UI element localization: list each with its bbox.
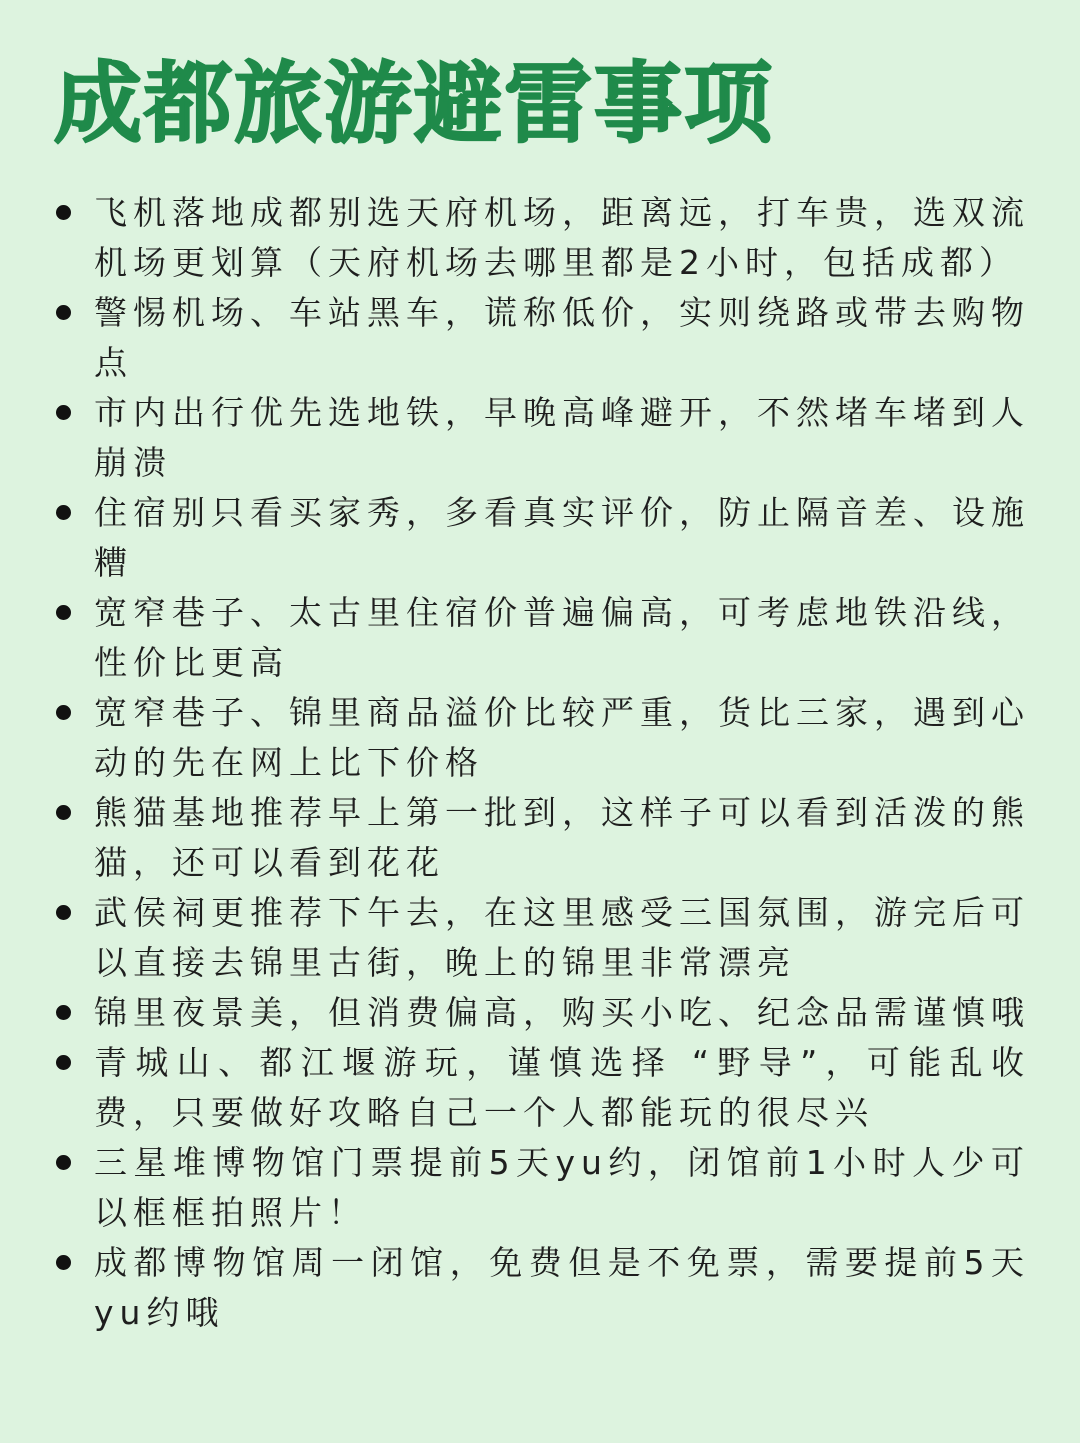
bullet-icon — [56, 205, 71, 220]
list-item — [54, 1138, 1030, 1238]
tip-text: 熊猫基地推荐早上第一批到，这样子可以看到活泼的熊猫，还可以看到花花 — [94, 793, 1030, 882]
bullet-icon — [56, 505, 71, 520]
tip-text: 住宿别只看买家秀，多看真实评价，防止隔音差、设施糟 — [94, 493, 1030, 582]
bullet-icon — [56, 1255, 71, 1270]
list-item — [54, 188, 1030, 288]
tip-text: 三星堆博物馆门票提前5天yu约，闭馆前1小时人少可以框框拍照片！ — [94, 1143, 1030, 1232]
tip-text: 武侯祠更推荐下午去，在这里感受三国氛围，游完后可以直接去锦里古街，晚上的锦里非常漂亮 — [94, 893, 1030, 982]
bullet-icon — [56, 1005, 71, 1020]
list-item — [54, 688, 1030, 788]
bullet-icon — [56, 805, 71, 820]
tip-text: 宽窄巷子、锦里商品溢价比较严重，货比三家，遇到心动的先在网上比下价格 — [94, 693, 1030, 782]
list-item — [54, 488, 1030, 588]
list-item — [54, 888, 1030, 988]
tips-list — [54, 188, 1030, 1338]
bullet-icon — [56, 1155, 71, 1170]
tip-text: 成都博物馆周一闭馆，免费但是不免票，需要提前5天yu约哦 — [94, 1243, 1030, 1332]
bullet-icon — [56, 305, 71, 320]
list-item — [54, 1038, 1030, 1138]
bullet-icon — [56, 605, 71, 620]
list-item — [54, 588, 1030, 688]
tip-text: 宽窄巷子、太古里住宿价普遍偏高，可考虑地铁沿线，性价比更高 — [94, 593, 1030, 682]
page-title: 成都旅游避雷事项 — [54, 52, 775, 155]
bullet-icon — [56, 705, 71, 720]
bullet-icon — [56, 405, 71, 420]
list-item — [54, 988, 1030, 1038]
tip-text: 警惕机场、车站黑车，谎称低价，实则绕路或带去购物点 — [94, 293, 1030, 382]
tip-text: 锦里夜景美，但消费偏高，购买小吃、纪念品需谨慎哦 — [94, 993, 1030, 1032]
bullet-icon — [56, 905, 71, 920]
tip-text: 飞机落地成都别选天府机场，距离远，打车贵，选双流机场更划算（天府机场去哪里都是2小时，包括成都） — [94, 193, 1030, 282]
list-item — [54, 388, 1030, 488]
tip-text: 市内出行优先选地铁，早晚高峰避开，不然堵车堵到人崩溃 — [94, 393, 1030, 482]
list-item — [54, 788, 1030, 888]
list-item — [54, 288, 1030, 388]
bullet-icon — [56, 1055, 71, 1070]
tip-text: 青城山、都江堰游玩，谨慎选择 “野导”，可能乱收费，只要做好攻略自己一个人都能玩的很尽兴 — [94, 1043, 1030, 1132]
list-item — [54, 1238, 1030, 1338]
